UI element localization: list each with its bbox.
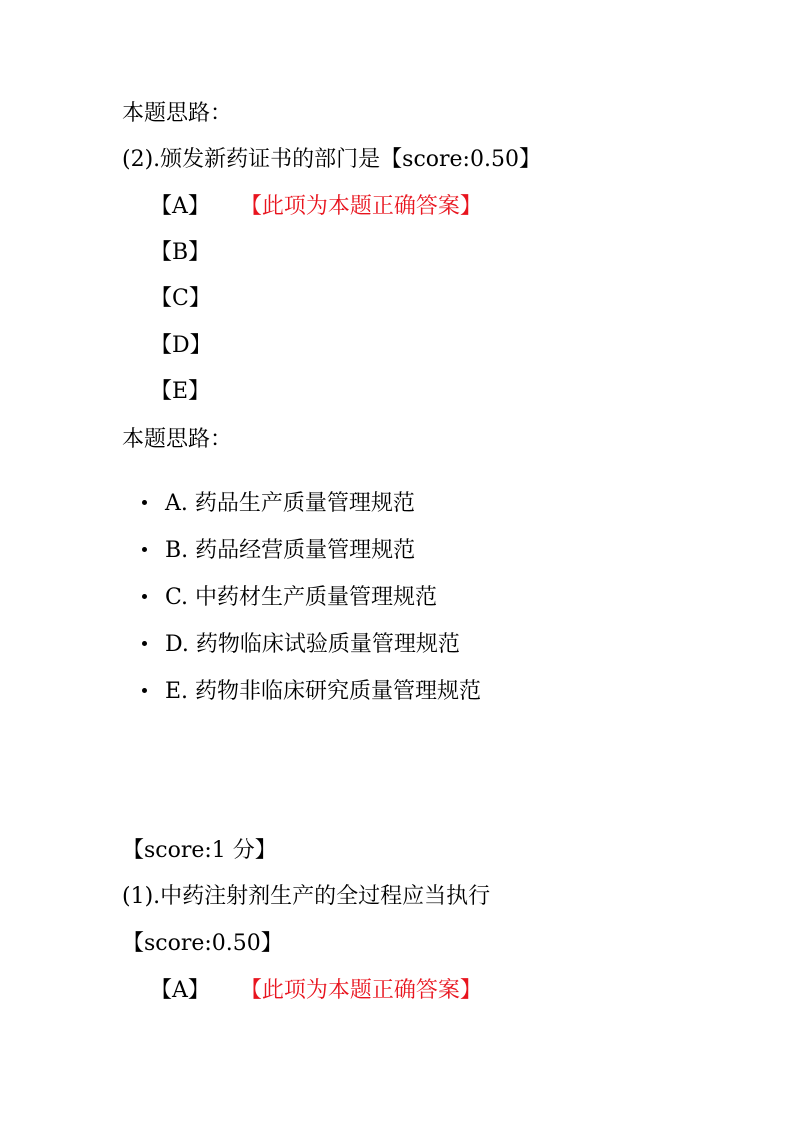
question-2: (2).颁发新药证书的部门是【score:0.50】: [122, 147, 541, 172]
option-letter: 【B】: [150, 240, 211, 265]
bullet-icon: [142, 500, 147, 505]
bullet-icon: [142, 641, 147, 646]
option-e: [150, 378, 210, 406]
list-item: [142, 537, 415, 565]
option-letter: 【A】: [150, 978, 210, 1003]
analysis-label: 本题思路：: [122, 101, 233, 126]
question-1: (1).中药注射剂生产的全过程应当执行: [122, 884, 491, 909]
score-header: 【score:1 分】: [122, 838, 277, 863]
choice-text: E. 药物非临床研究质量管理规范: [165, 679, 482, 704]
correct-answer-note: 【此项为本题正确答案】: [239, 978, 482, 1003]
bullet-icon: [142, 594, 147, 599]
question-score: 【score:0.50】: [122, 931, 283, 956]
choice-text: B. 药品经营质量管理规范: [165, 538, 416, 563]
choice-text: C. 中药材生产质量管理规范: [165, 585, 438, 610]
option-a: [150, 977, 482, 1005]
list-item: [142, 584, 437, 612]
bullet-icon: [142, 688, 147, 693]
choice-text: D. 药物临床试验质量管理规范: [165, 632, 460, 657]
bullet-icon: [142, 547, 147, 552]
correct-answer-note: 【此项为本题正确答案】: [239, 194, 482, 219]
option-d: [150, 332, 212, 360]
list-item: [142, 678, 481, 706]
list-item: [142, 490, 415, 518]
list-item: [142, 631, 460, 659]
option-c: [150, 285, 211, 313]
option-letter: 【D】: [150, 333, 212, 358]
analysis-label-2: 本题思路：: [122, 427, 233, 452]
choice-text: A. 药品生产质量管理规范: [165, 491, 415, 516]
option-letter: 【C】: [150, 286, 211, 311]
option-letter: 【A】: [150, 194, 210, 219]
option-letter: 【E】: [150, 379, 211, 404]
option-a: [150, 193, 482, 221]
option-b: [150, 239, 210, 267]
